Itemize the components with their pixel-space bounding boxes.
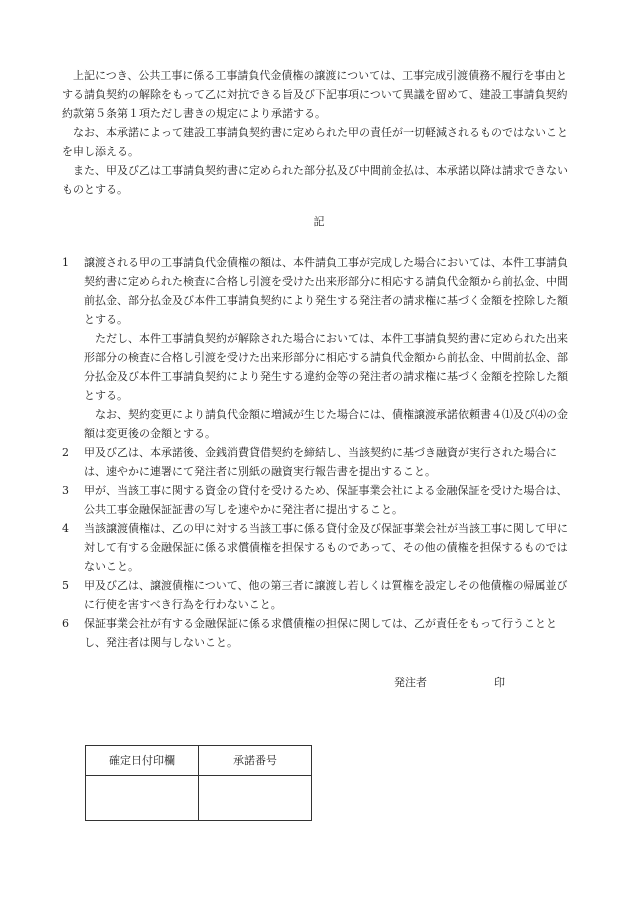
date-stamp-cell [86, 776, 199, 821]
approval-number-header: 承諾番号 [199, 746, 312, 776]
item-paragraph: 当該譲渡債権は、乙の甲に対する当該工事に係る貸付金及び保証事業会社が当該工事に関して甲に対して有する金融保証に係る求償債権を担保するものであって、その他の債権を担保するものではないこと。 [84, 522, 568, 573]
signature-line [394, 673, 505, 692]
item-number: 6 [62, 617, 69, 630]
item-paragraph: なお、契約変更により請負代金額に増減が生じた場合には、債権譲渡承諾依頼書４⑴及び⑷の金額は変更後の金額とする。 [84, 408, 568, 440]
approval-number-cell [199, 776, 312, 821]
item-number: 5 [62, 579, 69, 592]
item-number: 4 [62, 522, 69, 535]
item-number: 3 [62, 484, 69, 497]
item-list [62, 253, 576, 652]
list-item [62, 519, 576, 576]
orderer-label: 発注者 [394, 676, 427, 689]
item-paragraph: 甲及び乙は、本承諾後、金銭消費貸借契約を締結し、当該契約に基づき融資が実行された場合には、速やかに連署にて発注者に別紙の融資実行報告書を提出すること。 [84, 446, 557, 478]
item-paragraph: 譲渡される甲の工事請負代金債権の額は、本件請負工事が完成した場合においては、本件工事請負契約書に定められた検査に合格し引渡を受けた出来形部分に相応する請負代金額から前払金、中間前払金、部分払金及び本件工事請負契約により発生する発注者の請求権に基づく金額を控除した額とする。 [84, 256, 568, 326]
list-item [62, 576, 576, 614]
list-item [62, 481, 576, 519]
ki-heading: 記 [313, 215, 325, 228]
list-item [62, 443, 576, 481]
document-body [62, 66, 576, 652]
seal-mark: 印 [494, 676, 505, 689]
intro-paragraph-1: 上記につき、公共工事に係る工事請負代金債権の譲渡については、工事完成引渡債務不履行を事由とする請負契約の解除をもって乙に対抗できる旨及び下記事項について異議を留めて、建設工事請負契約約款第５条第１項ただし書きの規定により承諾する。 [62, 69, 568, 120]
item-paragraph: 保証事業会社が有する金融保証に係る求償債権の担保に関しては、乙が責任をもって行うこととし、発注者は関与しないこと。 [84, 617, 557, 649]
list-item [62, 253, 576, 443]
item-paragraph: 甲が、当該工事に関する資金の貸付を受けるため、保証事業会社による金融保証を受けた場合は、公共工事金融保証証書の写しを速やかに発注者に提出すること。 [84, 484, 568, 516]
list-item [62, 614, 576, 652]
item-number: 1 [62, 256, 69, 269]
stamp-table [85, 745, 312, 821]
intro-paragraph-2: なお、本承諾によって建設工事請負契約書に定められた甲の責任が一切軽減されるものではないことを申し添える。 [62, 126, 568, 158]
item-body [84, 253, 576, 443]
item-paragraph: 甲及び乙は、譲渡債権について、他の第三者に譲渡し若しくは質権を設定しその他債権の帰属並びに行使を害すべき行為を行わないこと。 [84, 579, 568, 611]
intro-paragraph-3: また、甲及び乙は工事請負契約書に定められた部分払及び中間前金払は、本承諾以降は請求できないものとする。 [62, 164, 568, 196]
item-paragraph: ただし、本件工事請負契約が解除された場合においては、本件工事請負契約書に定められた出来形部分の検査に合格し引渡を受けた出来形部分に相応する請負代金額から前払金、中間前払金、部分払金及び本件工事請負契約により発生する違約金等の発注者の請求権に基づく金額を控除した額とする。 [84, 332, 568, 402]
item-number: 2 [62, 446, 69, 459]
date-stamp-header: 確定日付印欄 [86, 746, 199, 776]
